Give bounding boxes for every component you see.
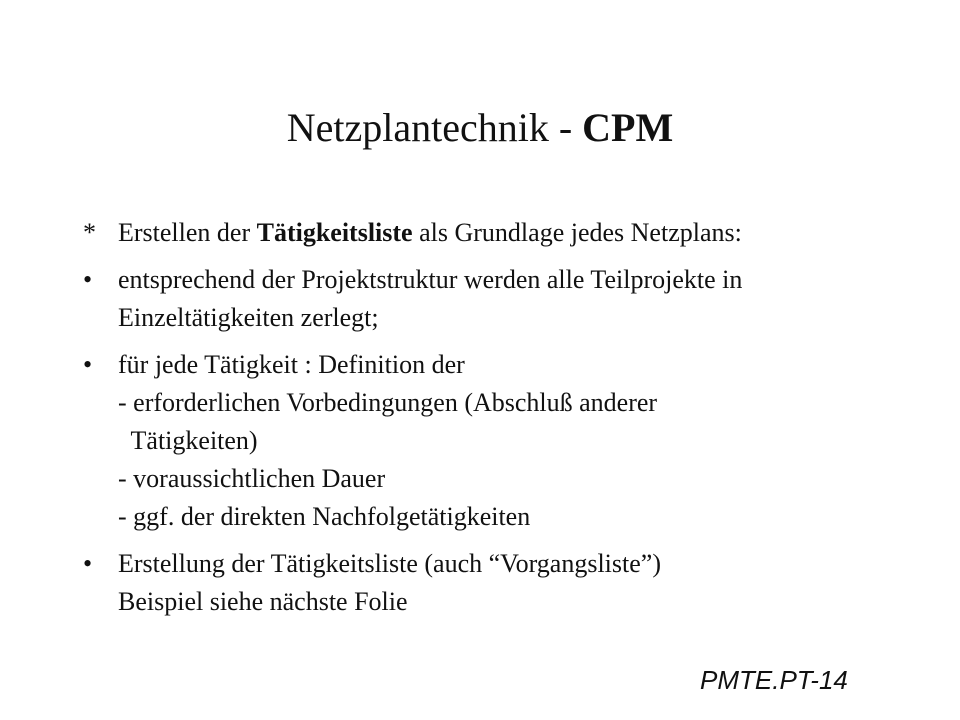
slide-code: PMTE.PT-14 xyxy=(700,665,848,695)
bullet-line: für jede Tätigkeit : Definition der xyxy=(118,350,465,379)
list-item xyxy=(80,214,900,252)
bullet-text: Erstellen der xyxy=(118,218,257,247)
bullet-line: Beispiel siehe nächste Folie xyxy=(118,587,408,616)
bullet-line: entsprechend der Projektstruktur werden alle Teilprojekte in xyxy=(118,265,743,294)
slide-title xyxy=(0,102,960,154)
list-item xyxy=(80,346,900,536)
title-bold-text: CPM xyxy=(582,105,674,150)
bullet-marker: • xyxy=(83,350,93,379)
asterisk-marker: * xyxy=(83,218,96,247)
bullet-emphasis: Tätigkeitsliste xyxy=(256,218,413,247)
bullet-marker: • xyxy=(83,265,93,294)
bullet-line xyxy=(118,214,900,252)
bullet-line: Erstellung der Tätigkeitsliste (auch “Vorgangsliste”) xyxy=(118,549,661,578)
bullet-text: als Grundlage jedes Netzplans: xyxy=(412,218,742,247)
list-item xyxy=(80,545,900,621)
bullet-line: - ggf. der direkten Nachfolgetätigkeiten xyxy=(118,502,531,531)
bullet-line: - voraussichtlichen Dauer xyxy=(118,464,386,493)
list-item xyxy=(80,261,900,337)
bullet-line: Tätigkeiten) xyxy=(118,426,258,455)
bullet-line: - erforderlichen Vorbedingungen (Abschluß anderer xyxy=(118,388,658,417)
bullet-marker: • xyxy=(83,549,93,578)
bullet-line: Einzeltätigkeiten zerlegt; xyxy=(118,303,379,332)
title-text: Netzplantechnik - xyxy=(286,105,583,150)
bullet-list xyxy=(80,214,900,630)
